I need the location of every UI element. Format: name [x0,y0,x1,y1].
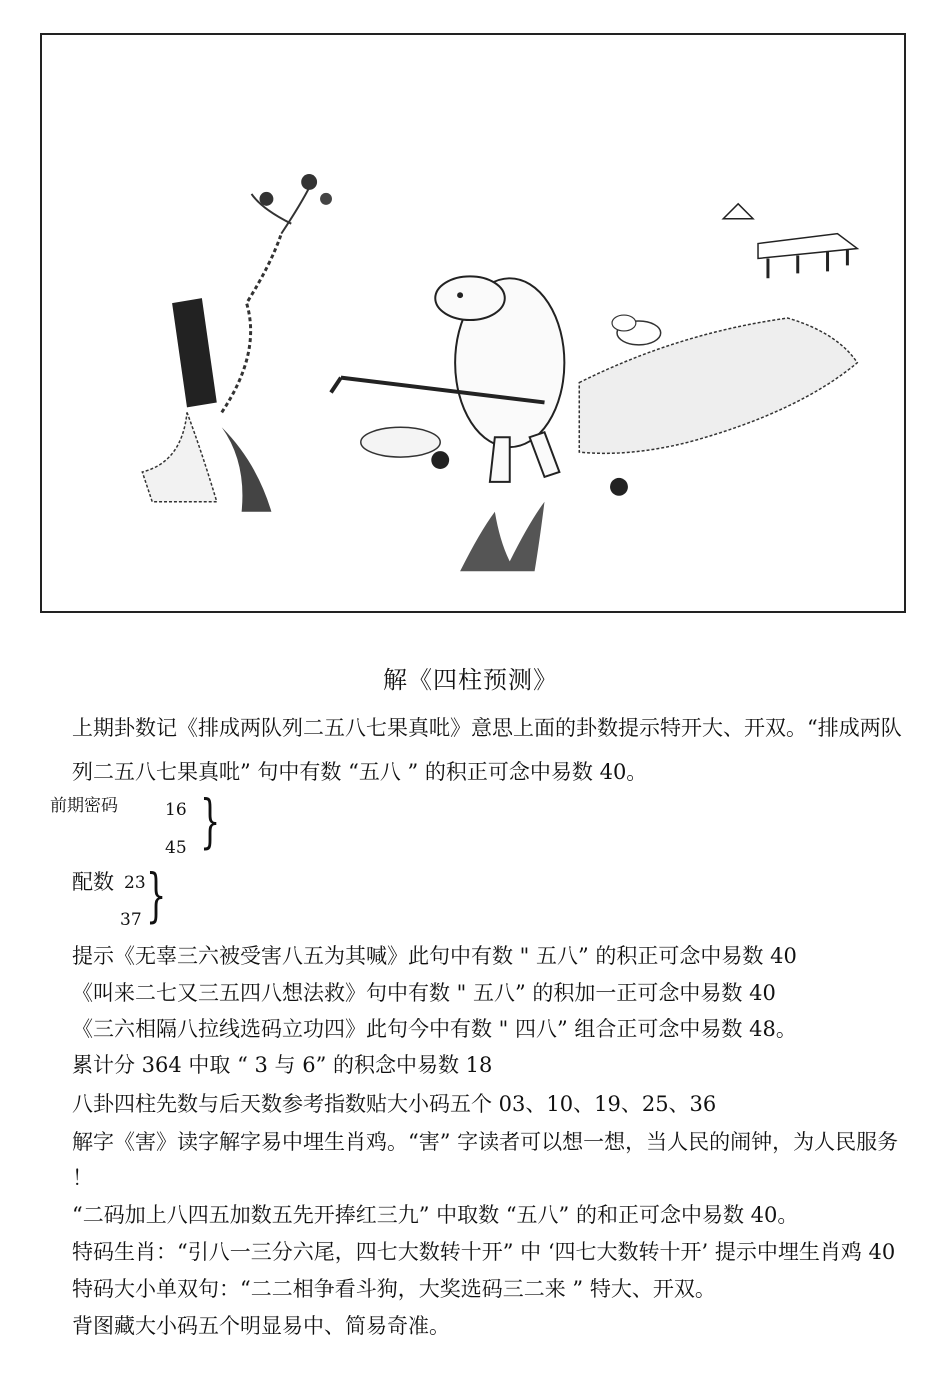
hint-line-10: 特码大小单双句：“二二相争看斗狗，大奖选码三二来 ” 特大、开双。 [72,1277,716,1301]
previous-code-value-2: 45 [165,838,187,858]
hint-line-8: “二码加上八四五加数五先开捧红三九” 中取数 “五八” 的和正可念中易数 40。 [72,1203,799,1227]
hint-line-7: ！ [72,1166,93,1190]
illustration-frame [40,33,906,613]
paragraph1-line2: 列二五八七果真吡” 句中有数 “五八 ” 的积正可念中易数 40。 [72,760,648,784]
pair-numbers-brace: } [146,861,167,929]
hint-line-3: 《三六相隔八拉线选码立功四》此句今中有数 " 四八” 组合正可念中易数 48。 [72,1017,797,1041]
hint-line-6: 解字《害》读字解字易中埋生肖鸡。“害” 字读者可以想一想，当人民的闹钟，为人民服务 [72,1130,899,1154]
hint-line-2: 《叫来二七又三五四八想法救》句中有数 " 五八” 的积加一正可念中易数 40 [72,981,776,1005]
page-title: 解《四柱预测》 [383,666,558,694]
pair-numbers-label: 配数 [72,870,114,894]
bear-with-stick-illustration [42,35,904,611]
previous-code-brace: } [200,787,221,855]
hint-line-5: 八卦四柱先数与后天数参考指数贴大小码五个 03、10、19、25、36 [72,1092,717,1116]
hint-line-1: 提示《无辜三六被受害八五为其喊》此句中有数 " 五八” 的积正可念中易数 40 [72,944,797,968]
previous-code-value-1: 16 [165,800,187,820]
hint-line-9: 特码生肖：“引八一三分六尾，四七大数转十开” 中 ‘四七大数转十开’ 提示中埋生肖鸡 40 [72,1240,896,1264]
hint-line-11: 背图藏大小码五个明显易中、简易奇准。 [72,1314,450,1338]
hint-line-4: 累计分 364 中取 “ 3 与 6” 的积念中易数 18 [72,1053,493,1077]
pair-numbers-value-2: 37 [120,910,142,930]
paragraph1-line1: 上期卦数记《排成两队列二五八七果真吡》意思上面的卦数提示特开大、开双。“排成两队 [72,716,902,740]
previous-code-label: 前期密码 [50,796,118,816]
pair-numbers-value-1: 23 [124,873,146,893]
